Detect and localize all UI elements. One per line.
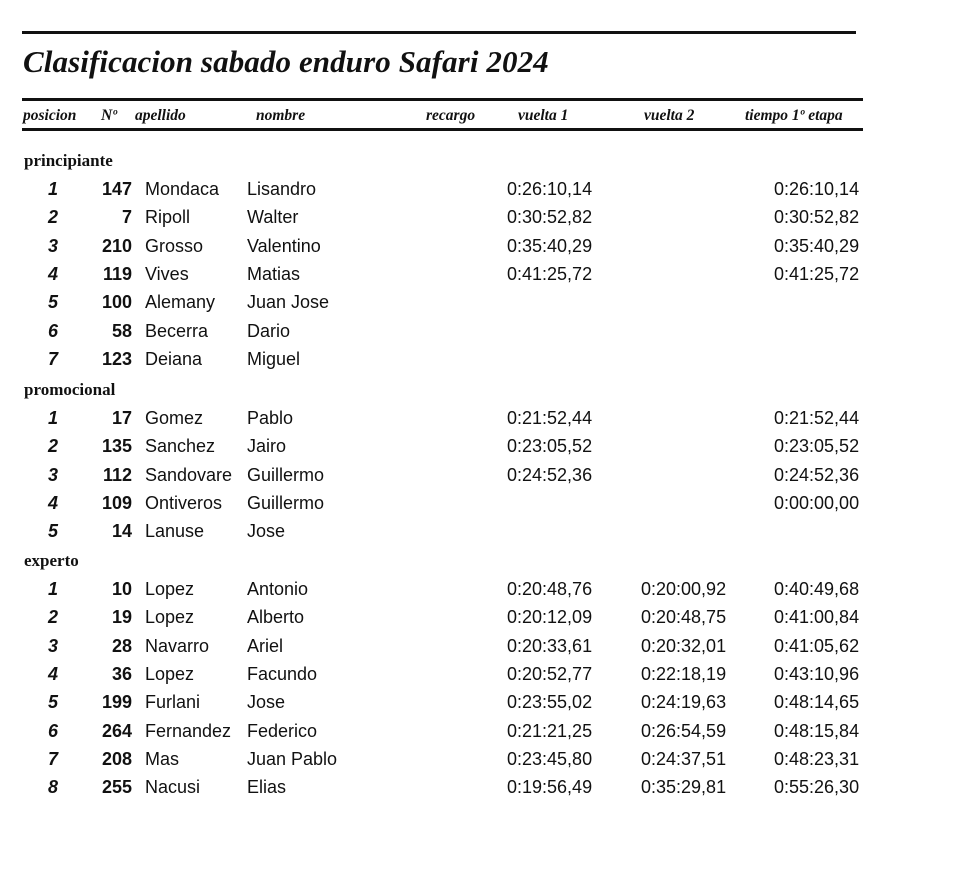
cell-posicion: 3 xyxy=(47,635,58,656)
cell-tiempo: 0:26:10,14 xyxy=(774,179,860,199)
cell-vuelta1: 0:24:52,36 xyxy=(507,464,593,485)
cell-vuelta1: 0:19:56,49 xyxy=(507,777,593,798)
header-apellido: apellido xyxy=(135,107,186,124)
cell-vuelta2: 0:24:19,63 xyxy=(641,692,727,713)
cell-posicion: 4 xyxy=(47,492,58,513)
cell-numero: 112 xyxy=(102,464,132,485)
cell-numero: 100 xyxy=(101,292,132,313)
cell-apellido: Lanuse xyxy=(145,521,205,542)
header-tiempo: tiempo 1º etapa xyxy=(745,107,843,124)
cell-tiempo: 0:41:00,84 xyxy=(774,607,860,628)
cell-apellido: Becerra xyxy=(145,320,209,341)
cell-nombre: Juan Jose xyxy=(247,292,330,313)
cell-tiempo: 0:40:49,68 xyxy=(774,579,860,599)
cell-apellido: Sandovare xyxy=(145,464,233,485)
cell-nombre: Juan Pablo xyxy=(247,748,338,769)
cell-posicion: 6 xyxy=(47,320,58,341)
cell-vuelta2: 0:24:37,51 xyxy=(641,748,727,769)
cell-posicion: 2 xyxy=(47,436,58,457)
cell-posicion: 1 xyxy=(47,179,58,199)
cell-vuelta1: 0:41:25,72 xyxy=(507,263,593,284)
cell-vuelta2: 0:22:18,19 xyxy=(641,663,727,684)
cell-vuelta1: 0:21:52,44 xyxy=(507,408,593,428)
cell-apellido: Sanchez xyxy=(145,436,216,457)
cell-vuelta1: 0:20:33,61 xyxy=(507,635,593,656)
cell-nombre: Federico xyxy=(247,720,318,741)
cell-tiempo: 0:43:10,96 xyxy=(774,663,860,684)
cell-vuelta1: 0:35:40,29 xyxy=(507,235,593,256)
cell-tiempo: 0:24:52,36 xyxy=(774,464,860,485)
category-heading: principiante xyxy=(24,151,113,170)
category-heading: promocional xyxy=(24,380,116,399)
cell-apellido: Navarro xyxy=(145,635,210,656)
cell-posicion: 5 xyxy=(47,292,58,313)
cell-vuelta2: 0:20:48,75 xyxy=(641,607,727,628)
cell-vuelta1: 0:23:45,80 xyxy=(507,748,593,769)
cell-numero: 208 xyxy=(101,748,132,769)
header-numero: Nº xyxy=(101,107,117,124)
cell-vuelta2: 0:20:00,92 xyxy=(641,579,727,599)
cell-vuelta1: 0:26:10,14 xyxy=(507,179,593,199)
cell-posicion: 2 xyxy=(47,207,58,228)
cell-nombre: Miguel xyxy=(247,348,301,369)
cell-nombre: Antonio xyxy=(247,579,309,599)
cell-apellido: Alemany xyxy=(145,292,216,313)
header-recargo: recargo xyxy=(426,107,476,124)
cell-apellido: Fernandez xyxy=(145,720,232,741)
cell-posicion: 8 xyxy=(47,777,58,798)
cell-apellido: Lopez xyxy=(145,663,195,684)
header-bottom-rule xyxy=(22,128,863,131)
cell-vuelta1: 0:23:55,02 xyxy=(507,692,593,713)
cell-tiempo: 0:21:52,44 xyxy=(774,408,860,428)
cell-nombre: Jose xyxy=(247,521,286,542)
header-top-rule xyxy=(22,98,863,101)
cell-tiempo: 0:48:15,84 xyxy=(774,720,860,741)
cell-nombre: Pablo xyxy=(247,408,294,428)
cell-numero: 147 xyxy=(101,179,132,199)
cell-posicion: 2 xyxy=(47,607,58,628)
cell-apellido: Ontiveros xyxy=(145,492,223,513)
cell-vuelta1: 0:23:05,52 xyxy=(507,436,593,457)
cell-tiempo: 0:48:14,65 xyxy=(774,692,860,713)
cell-posicion: 4 xyxy=(47,263,58,284)
cell-posicion: 5 xyxy=(47,521,58,542)
cell-apellido: Furlani xyxy=(145,692,201,713)
cell-numero: 19 xyxy=(111,607,132,628)
cell-apellido: Lopez xyxy=(145,607,195,628)
cell-tiempo: 0:41:05,62 xyxy=(774,635,860,656)
cell-numero: 199 xyxy=(101,692,132,713)
cell-nombre: Facundo xyxy=(247,663,318,684)
cell-tiempo: 0:00:00,00 xyxy=(774,492,860,513)
cell-vuelta2: 0:20:32,01 xyxy=(641,635,727,656)
cell-vuelta1: 0:30:52,82 xyxy=(507,207,593,228)
cell-vuelta1: 0:21:21,25 xyxy=(507,720,593,741)
cell-posicion: 3 xyxy=(47,464,58,485)
top-rule xyxy=(22,31,856,34)
cell-apellido: Mas xyxy=(145,748,180,769)
cell-apellido: Vives xyxy=(145,263,189,284)
page-title: Clasificacion sabado enduro Safari 2024 xyxy=(23,44,549,79)
cell-tiempo: 0:55:26,30 xyxy=(774,777,860,798)
cell-nombre: Valentino xyxy=(247,235,321,256)
cell-numero: 210 xyxy=(101,235,132,256)
cell-nombre: Guillermo xyxy=(247,492,325,513)
cell-posicion: 5 xyxy=(47,692,58,713)
cell-nombre: Ariel xyxy=(247,635,284,656)
cell-posicion: 6 xyxy=(47,720,58,741)
cell-numero: 123 xyxy=(101,348,132,369)
cell-numero: 135 xyxy=(101,436,132,457)
cell-vuelta2: 0:26:54,59 xyxy=(641,720,727,741)
cell-nombre: Elias xyxy=(247,777,287,798)
cell-posicion: 7 xyxy=(47,748,58,769)
cell-posicion: 3 xyxy=(47,235,58,256)
category-heading: experto xyxy=(24,551,79,570)
cell-apellido: Grosso xyxy=(145,235,204,256)
cell-tiempo: 0:48:23,31 xyxy=(774,748,860,769)
cell-apellido: Gomez xyxy=(145,408,204,428)
cell-nombre: Jairo xyxy=(247,436,287,457)
cell-posicion: 1 xyxy=(47,579,58,599)
cell-tiempo: 0:35:40,29 xyxy=(774,235,860,256)
cell-apellido: Ripoll xyxy=(145,207,191,228)
cell-numero: 264 xyxy=(101,720,132,741)
cell-numero: 36 xyxy=(111,663,132,684)
header-vuelta1: vuelta 1 xyxy=(518,107,569,124)
cell-numero: 119 xyxy=(102,263,132,284)
cell-posicion: 4 xyxy=(47,663,58,684)
cell-numero: 58 xyxy=(111,320,132,341)
header-vuelta2: vuelta 2 xyxy=(644,107,695,124)
cell-vuelta1: 0:20:52,77 xyxy=(507,663,593,684)
cell-tiempo: 0:23:05,52 xyxy=(774,436,860,457)
cell-numero: 7 xyxy=(121,207,132,228)
cell-tiempo: 0:30:52,82 xyxy=(774,207,860,228)
cell-apellido: Mondaca xyxy=(145,179,220,199)
cell-numero: 109 xyxy=(101,492,132,513)
cell-apellido: Nacusi xyxy=(145,777,201,798)
cell-numero: 10 xyxy=(111,579,132,599)
header-nombre: nombre xyxy=(256,107,306,124)
cell-nombre: Jose xyxy=(247,692,286,713)
cell-vuelta1: 0:20:48,76 xyxy=(507,579,593,599)
cell-tiempo: 0:41:25,72 xyxy=(774,263,860,284)
cell-nombre: Matias xyxy=(247,263,301,284)
header-posicion: posicion xyxy=(23,107,77,124)
cell-posicion: 1 xyxy=(47,408,58,428)
cell-posicion: 7 xyxy=(47,348,58,369)
cell-nombre: Dario xyxy=(247,320,291,341)
cell-apellido: Lopez xyxy=(145,579,195,599)
cell-apellido: Deiana xyxy=(145,348,203,369)
cell-vuelta2: 0:35:29,81 xyxy=(641,777,727,798)
cell-numero: 14 xyxy=(111,521,132,542)
cell-nombre: Alberto xyxy=(247,607,305,628)
cell-numero: 28 xyxy=(111,635,132,656)
cell-numero: 17 xyxy=(111,408,132,428)
cell-nombre: Lisandro xyxy=(247,179,317,199)
cell-nombre: Walter xyxy=(247,207,299,228)
cell-vuelta1: 0:20:12,09 xyxy=(507,607,593,628)
cell-numero: 255 xyxy=(101,777,132,798)
cell-nombre: Guillermo xyxy=(247,464,325,485)
